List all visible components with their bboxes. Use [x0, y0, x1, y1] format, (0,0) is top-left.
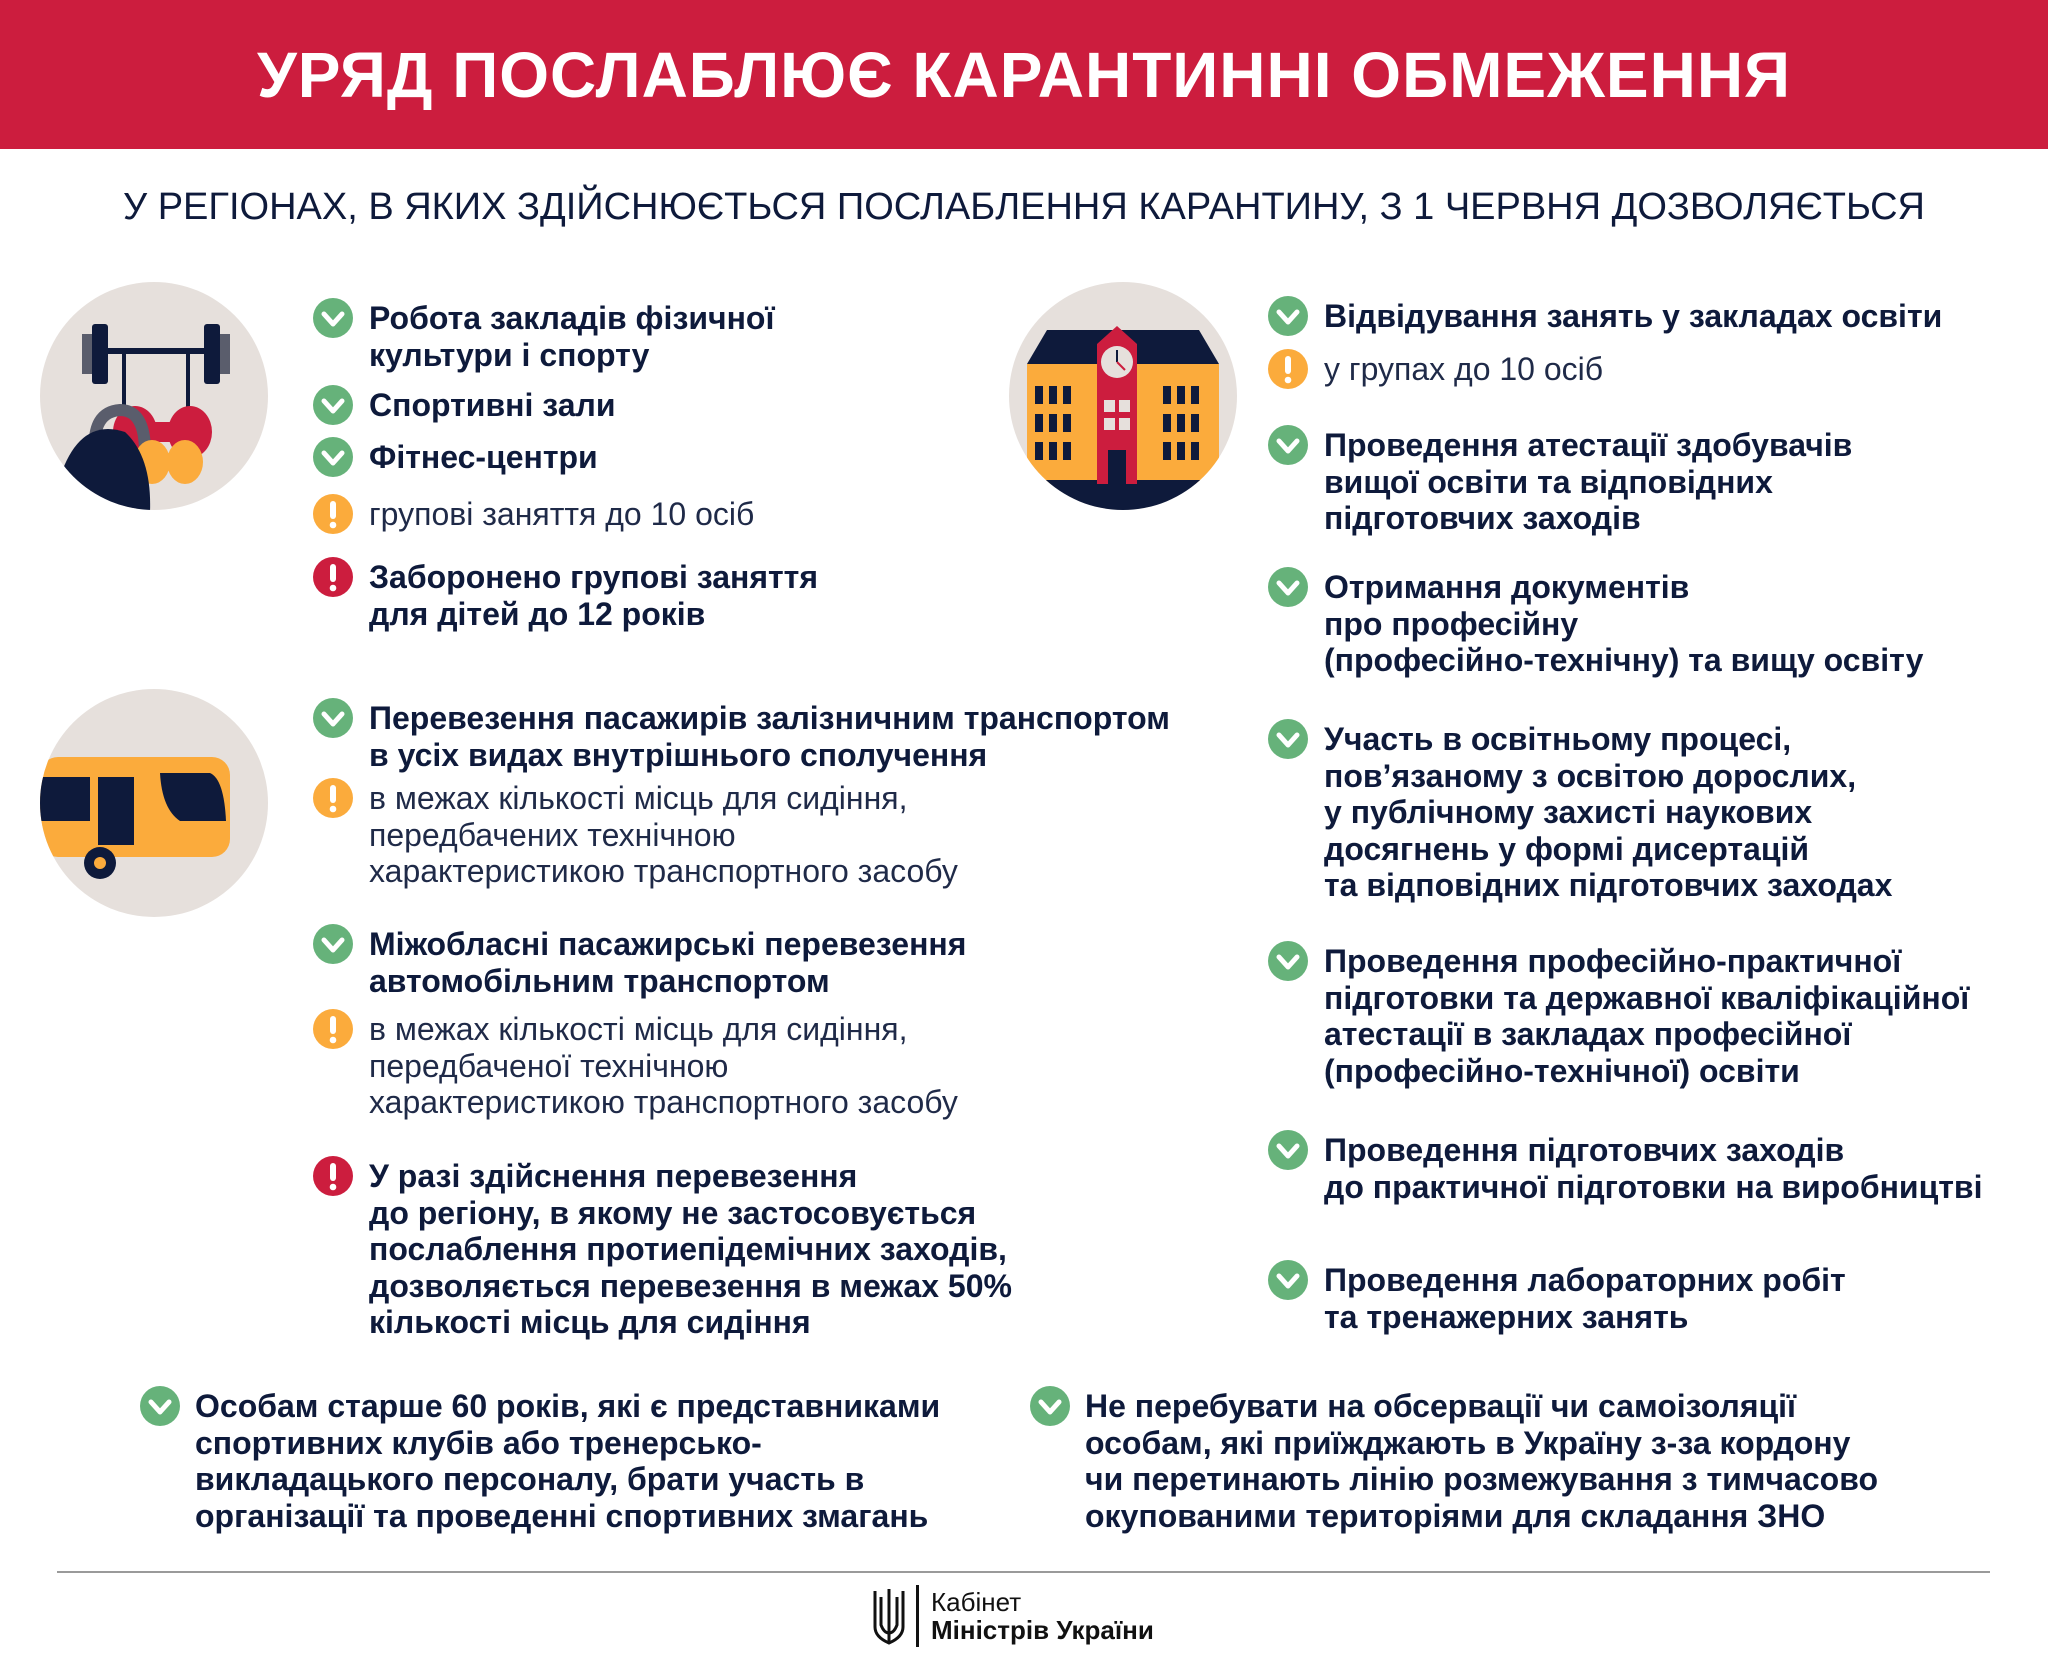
- check-circle-icon: [140, 1386, 180, 1426]
- gym-icon: [40, 282, 268, 510]
- check-circle-icon: [1268, 296, 1308, 336]
- bus-icon: [40, 689, 268, 917]
- item-text: групові заняття до 10 осіб: [369, 496, 755, 532]
- sport-list-item: [313, 387, 616, 424]
- check-circle-icon: [313, 298, 353, 338]
- warning-icon: [313, 494, 353, 534]
- bottom-list-item: [140, 1388, 940, 1534]
- trident-emblem-icon: [872, 1587, 906, 1645]
- education-list-item: [1268, 1132, 1982, 1205]
- transport-list-item: [313, 1158, 1012, 1341]
- item-text: Заборонено групові заняття для дітей до 12 років: [369, 559, 819, 632]
- item-text: Проведення підготовчих заходів до практичної підготовки на виробництві: [1324, 1132, 1983, 1205]
- education-list-item: [1268, 298, 1942, 335]
- item-text: Міжобласні пасажирські перевезення автомобільним транспортом: [369, 926, 967, 999]
- transport-list-item: [313, 700, 1170, 773]
- item-text: Перевезення пасажирів залізничним транспортом в усіх видах внутрішнього сполучення: [369, 700, 1170, 773]
- sport-list-item: [313, 439, 598, 476]
- check-circle-icon: [313, 385, 353, 425]
- check-circle-icon: [313, 924, 353, 964]
- item-text: Участь в освітньому процесі, пов’язаному з освітою дорослих, у публічному захисті наукових досягнень у формі дисертацій та відповідних підготовчих заходах: [1324, 721, 1893, 903]
- check-circle-icon: [313, 437, 353, 477]
- education-list-item: [1268, 427, 1852, 537]
- logo-line1: Кабінет: [931, 1587, 1022, 1617]
- item-text: Проведення лабораторних робіт та тренажерних занять: [1324, 1262, 1846, 1335]
- sport-list-item: [313, 559, 818, 632]
- prohibited-icon: [313, 1156, 353, 1196]
- item-text: Отримання документів про професійну (професійно-технічну) та вищу освіту: [1324, 569, 1924, 678]
- header-banner: [0, 0, 2048, 149]
- education-list-item: [1268, 351, 1603, 388]
- item-text: Фітнес-центри: [369, 439, 598, 475]
- item-text: в межах кількості місць для сидіння, передбачених технічною характеристикою транспортного засобу: [369, 780, 958, 889]
- check-circle-icon: [1268, 425, 1308, 465]
- school-building-icon: [1009, 282, 1237, 510]
- page-title: УРЯД ПОСЛАБЛЮЄ КАРАНТИННІ ОБМЕЖЕННЯ: [256, 38, 1792, 111]
- warning-icon: [1268, 349, 1308, 389]
- item-text: Не перебувати на обсервації чи самоізоляції особам, які приїжджають в Україну з-за кордону чи перетинають лінію розмежування з тимчасово окупованими територіями для складання ЗНО: [1085, 1388, 1878, 1534]
- item-text: Відвідування занять у закладах освіти: [1324, 298, 1943, 334]
- sport-list-item: [313, 300, 774, 373]
- cabinet-logo: [872, 1585, 1154, 1647]
- item-text: у групах до 10 осіб: [1324, 351, 1604, 387]
- education-list-item: [1268, 1262, 1846, 1335]
- bottom-list-item: [1030, 1388, 1878, 1534]
- sport-list-item: [313, 496, 754, 533]
- logo-line2: Міністрів України: [931, 1615, 1154, 1645]
- item-text: Спортивні зали: [369, 387, 616, 423]
- education-list-item: [1268, 721, 1892, 904]
- warning-icon: [313, 778, 353, 818]
- check-circle-icon: [1268, 567, 1308, 607]
- warning-icon: [313, 1009, 353, 1049]
- transport-list-item: [313, 1011, 958, 1121]
- check-circle-icon: [1268, 941, 1308, 981]
- subtitle: У РЕГІОНАХ, В ЯКИХ ЗДІЙСНЮЄТЬСЯ ПОСЛАБЛЕННЯ КАРАНТИНУ, З 1 ЧЕРВНЯ ДОЗВОЛЯЄТЬСЯ: [123, 186, 1925, 228]
- education-list-item: [1268, 943, 1969, 1089]
- item-text: У разі здійснення перевезення до регіону, в якому не застосовується послаблення протиепідемічних заходів, дозволяється перевезення в межах 50% кількості місць для сидіння: [369, 1158, 1012, 1340]
- divider: [57, 1571, 1990, 1573]
- transport-list-item: [313, 780, 958, 890]
- item-text: Робота закладів фізичної культури і спорту: [369, 300, 775, 373]
- item-text: Проведення атестації здобувачів вищої освіти та відповідних підготовчих заходів: [1324, 427, 1853, 536]
- check-circle-icon: [313, 698, 353, 738]
- prohibited-icon: [313, 557, 353, 597]
- check-circle-icon: [1268, 1130, 1308, 1170]
- education-list-item: [1268, 569, 1923, 679]
- check-circle-icon: [1030, 1386, 1070, 1426]
- item-text: в межах кількості місць для сидіння, передбаченої технічною характеристикою транспортного засобу: [369, 1011, 958, 1120]
- item-text: Особам старше 60 років, які є представниками спортивних клубів або тренерсько- викладацького персоналу, брати участь в організації та проведенні спортивних змагань: [195, 1388, 941, 1534]
- check-circle-icon: [1268, 719, 1308, 759]
- transport-list-item: [313, 926, 966, 999]
- check-circle-icon: [1268, 1260, 1308, 1300]
- item-text: Проведення професійно-практичної підготовки та державної кваліфікаційної атестації в закладах професійної (професійно-технічної) освіти: [1324, 943, 1970, 1089]
